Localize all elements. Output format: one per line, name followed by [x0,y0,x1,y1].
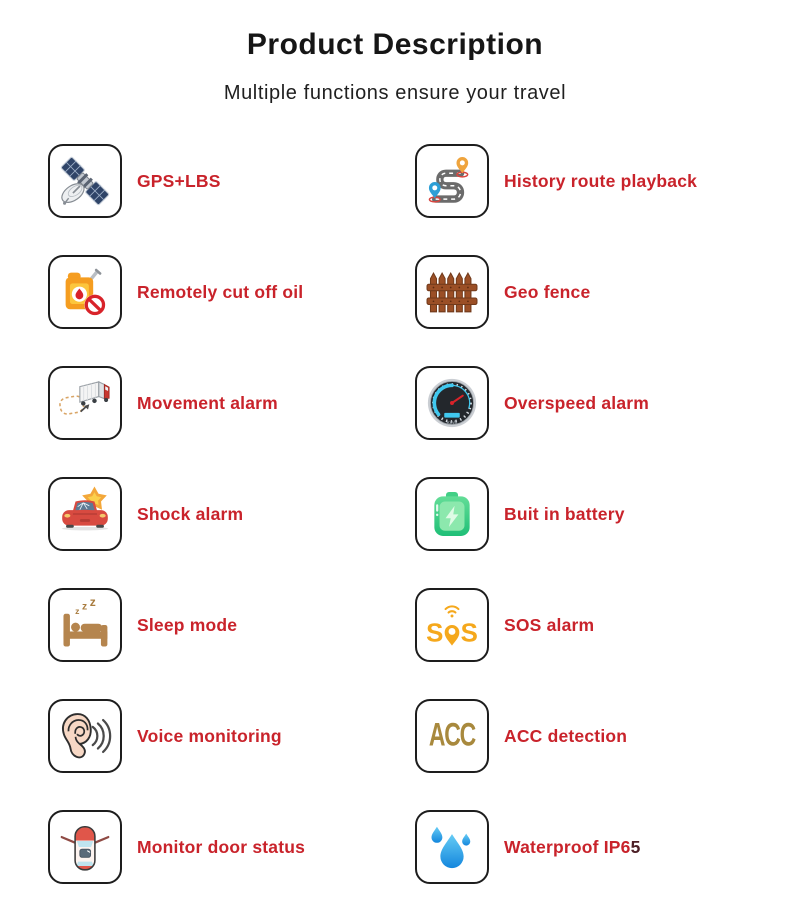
feature-label: History route playback [504,170,698,191]
feature-label: Voice monitoring [137,725,282,746]
icon-box [415,588,489,662]
fuel-can-icon [54,261,116,323]
feature-label-main: Waterproof IP6 [504,836,631,857]
svg-text:S: S [426,619,444,648]
car-door-icon [54,816,116,878]
icon-box [415,810,489,884]
feature-label-suffix: 5 [630,836,641,857]
feature-label: Sleep mode [137,614,238,635]
icon-box [415,366,489,440]
water-drops-icon [421,816,483,878]
svg-text:z: z [81,601,88,613]
feature-sleep-mode [48,588,415,662]
icon-box [415,144,489,218]
feature-label: GPS+LBS [137,170,221,191]
feature-label: SOS alarm [504,614,595,635]
svg-text:z: z [89,595,96,610]
route-playback-icon [421,150,483,212]
feature-sos-alarm [415,588,790,662]
svg-text:S: S [460,619,478,648]
feature-label: Buit in battery [504,503,625,524]
svg-text:ACC: ACC [428,716,476,753]
feature-shock-alarm [48,477,415,551]
icon-box [48,144,122,218]
sleep-bed-icon [54,594,116,656]
speedometer-icon [421,372,483,434]
ear-icon [54,705,116,767]
icon-box [415,477,489,551]
icon-box [48,255,122,329]
feature-label: Monitor door status [137,836,306,857]
icon-box [415,699,489,773]
svg-text:z: z [75,605,80,616]
acc-icon [421,705,483,767]
feature-label: Movement alarm [137,392,278,413]
feature-label: Shock alarm [137,503,244,524]
icon-box [48,366,122,440]
fence-icon [421,261,483,323]
icon-box [48,588,122,662]
icon-box [48,699,122,773]
icon-box [48,477,122,551]
feature-gps-lbs [48,144,415,218]
feature-monitor-door-status [48,810,415,884]
battery-icon [421,483,483,545]
feature-label: Geo fence [504,281,591,302]
feature-label: Remotely cut off oil [137,281,304,302]
feature-grid [0,144,790,906]
page-subtitle: Multiple functions ensure your travel [223,82,567,104]
feature-history-route-playback [415,144,790,218]
feature-waterproof [415,810,790,884]
svg-text:Km/h: Km/h [446,420,458,426]
truck-route-icon [54,372,116,434]
feature-geo-fence [415,255,790,329]
feature-voice-monitoring [48,699,415,773]
feature-movement-alarm [48,366,415,440]
feature-label [504,837,641,858]
sos-icon [421,594,483,656]
feature-label: ACC detection [504,725,628,746]
feature-label: Overspeed alarm [504,392,650,413]
feature-overspeed-alarm [415,366,790,440]
feature-acc-detection [415,699,790,773]
page-title: Product Description [246,28,544,61]
feature-remotely-cut-off-oil [48,255,415,329]
car-crash-icon [54,483,116,545]
icon-box [48,810,122,884]
satellite-icon [54,150,116,212]
icon-box [415,255,489,329]
feature-built-in-battery [415,477,790,551]
